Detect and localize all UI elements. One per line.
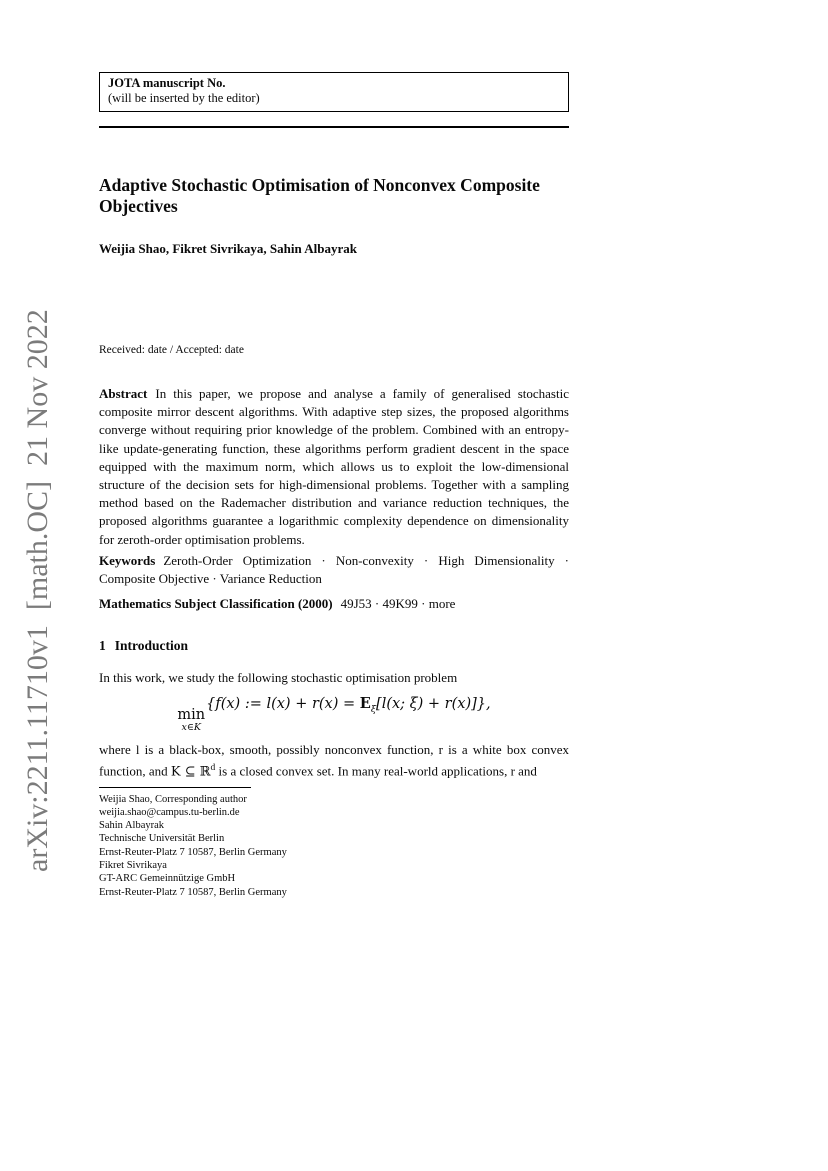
- display-equation: [99, 695, 569, 733]
- msc-label: Mathematics Subject Classification (2000): [99, 596, 333, 612]
- expectation-subscript: ξ: [370, 704, 377, 716]
- header-rule: [99, 126, 569, 128]
- footnote-line: Technische Universität Berlin: [99, 833, 225, 845]
- msc-line: [99, 596, 569, 612]
- footnote-line: GT-ARC Gemeinnützige GmbH: [99, 873, 236, 885]
- editor-note: (will be inserted by the editor): [108, 91, 260, 105]
- abstract-text: In this paper, we propose and analyse a family of generalised stochastic composite mirror descent algorithms. With adaptive step sizes, the proposed algorithms converge without requiring prior knowledge of the problem. Combined with an entropy-like update-generating function, these algorithms perform gradient descent in the space equipped with the maximum norm, which allows us to exploit the low-dimensional structure of the decision sets for high-dimensional problems. Together with a sampling method based on the Rademacher distribution and variance reduction techniques, the proposed algorithms guarantee a logarithmic complexity dependence on dimensionality for zeroth-order optimisation problems.: [99, 386, 569, 547]
- footnote-line: Sahin Albayrak: [99, 820, 165, 832]
- footnote-line-email: weijia.shao@campus.tu-berlin.de: [99, 806, 240, 818]
- footnote-line: Fikret Sivrikaya: [99, 860, 167, 872]
- keywords: [99, 552, 569, 588]
- abstract: [99, 385, 569, 549]
- keywords-text: Zeroth-Order Optimization · Non-convexity · High Dimensionality · Composite Objective · Variance Reduction: [99, 552, 569, 587]
- footnote-rule: [99, 787, 251, 788]
- paragraph-text-1: where l is a black-box, smooth, possibly nonconvex function, r is a white box convex function, and: [99, 742, 569, 779]
- equation-lhs: {f(x) := l(x) + r(x) =: [206, 696, 360, 713]
- footnote-line: Ernst-Reuter-Platz 7 10587, Berlin Germany: [99, 846, 287, 858]
- intro-paragraph: [99, 740, 569, 781]
- manuscript-box: [99, 72, 569, 112]
- equation-rhs: [l(x; ξ) + r(x)]},: [376, 696, 491, 713]
- intro-lead-text: In this work, we study the following stochastic optimisation problem: [99, 670, 458, 686]
- footnote-block: [99, 793, 569, 899]
- dimension-superscript: d: [210, 763, 216, 774]
- paragraph-text-2: is a closed convex set. In many real-world applications, r and: [215, 763, 537, 779]
- msc-text: 49J53 · 49K99 · more: [340, 596, 456, 612]
- paper-content: [99, 72, 569, 899]
- expectation-symbol: E: [359, 695, 371, 713]
- section-heading-introduction: [99, 638, 569, 654]
- keywords-label: Keywords: [99, 552, 156, 568]
- paper-title: Adaptive Stochastic Optimisation of Nonconvex Composite Objectives: [99, 175, 540, 216]
- min-operator: min x∈K: [177, 707, 206, 734]
- section-number: 1: [99, 638, 106, 654]
- set-inclusion-math: K ⊆ ℝ: [170, 764, 211, 780]
- arxiv-watermark: arXiv:2211.11710v1 [math.OC] 21 Nov 2022: [21, 309, 54, 872]
- journal-name: JOTA manuscript No.: [108, 76, 226, 90]
- footnote-line: Weijia Shao, Corresponding author: [99, 793, 247, 805]
- footnote-line: Ernst-Reuter-Platz 7 10587, Berlin Germany: [99, 886, 287, 898]
- abstract-label: Abstract: [99, 386, 148, 401]
- section-title: Introduction: [114, 638, 189, 654]
- received-accepted-dates: Received: date / Accepted: date: [99, 344, 244, 356]
- author-list: Weijia Shao, Fikret Sivrikaya, Sahin Albayrak: [99, 241, 358, 256]
